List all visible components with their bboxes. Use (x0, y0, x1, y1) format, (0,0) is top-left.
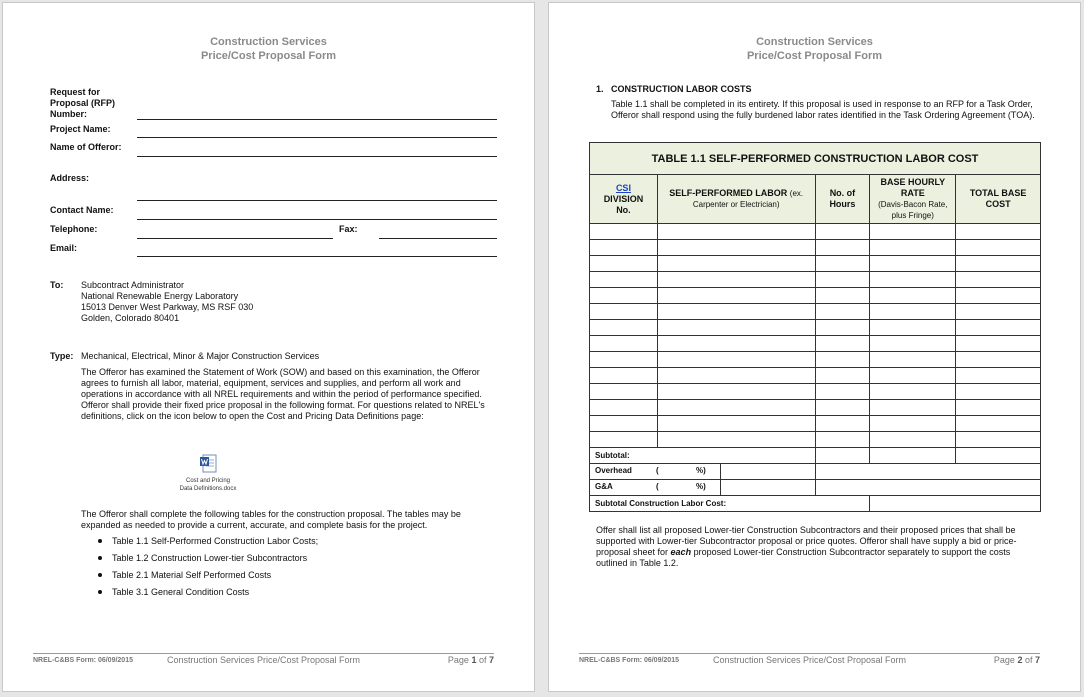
table-cell[interactable] (657, 400, 815, 416)
col-header-labor: SELF-PERFORMED LABOR (ex. Carpenter or Electrician) (657, 175, 815, 224)
to-line: Subcontract Administrator (81, 280, 185, 290)
table-cell[interactable] (657, 352, 815, 368)
overhead-cell: Overhead ( %) (590, 464, 816, 480)
table-cell[interactable] (657, 368, 815, 384)
table-row (590, 288, 1041, 304)
subcontractor-paragraph: Offer shall list all proposed Lower-tier Construction Subcontractors and their proposed prices that shall be supported with Lower-tier Subcontractor proposal or price quotes. Offeror shall have supply a bid or price-proposal sheet for each proposed Lower-tier Construction Subcontractor separately to support the costs outlined in Table 1.2. (596, 525, 1017, 568)
table-cell[interactable] (956, 448, 1041, 464)
table-cell[interactable] (870, 304, 956, 320)
overhead-label: Overhead (595, 466, 632, 475)
overhead-value[interactable] (815, 464, 1041, 480)
table-row (590, 336, 1041, 352)
table-cell[interactable] (815, 384, 870, 400)
table-row (590, 352, 1041, 368)
page-header (3, 35, 534, 63)
table-row (590, 416, 1041, 432)
to-label: To: (50, 280, 64, 290)
table-cell[interactable] (956, 384, 1041, 400)
icon-caption-line: Cost and Pricing (185, 478, 231, 484)
list-item: Table 1.2 Construction Lower-tier Subcontractors (98, 553, 318, 570)
header-line-1: Construction Services (756, 36, 873, 48)
tables-intro-paragraph: The Offeror shall complete the following tables for the construction proposal. The tables may be expanded as needed to provide a current, accurate, and complete basis for the project. (81, 509, 461, 530)
table-cell[interactable] (870, 240, 956, 256)
table-cell[interactable] (815, 272, 870, 288)
table-cell[interactable] (870, 320, 956, 336)
table-cell[interactable] (590, 336, 658, 352)
table-cell[interactable] (815, 336, 870, 352)
ga-value[interactable] (815, 480, 1041, 496)
table-cell[interactable] (590, 240, 658, 256)
table-cell[interactable] (870, 448, 956, 464)
table-cell[interactable] (657, 320, 815, 336)
table-cell[interactable] (657, 304, 815, 320)
table-cell[interactable] (956, 272, 1041, 288)
table-cell[interactable] (815, 432, 870, 448)
table-row (590, 224, 1041, 240)
table-cell[interactable] (870, 336, 956, 352)
table-cell[interactable] (590, 384, 658, 400)
table-cell[interactable] (657, 272, 815, 288)
project-name-label: Project Name: (50, 124, 111, 134)
col-header-total: TOTAL BASE COST (956, 175, 1041, 224)
table-cell[interactable] (956, 432, 1041, 448)
table-cell[interactable] (815, 320, 870, 336)
table-cell[interactable] (956, 256, 1041, 272)
table-row (590, 256, 1041, 272)
footer-form-date: NREL-C&BS Form: 06/09/2015 (579, 657, 679, 664)
footer-form-date: NREL-C&BS Form: 06/09/2015 (33, 657, 133, 664)
table-cell[interactable] (870, 272, 956, 288)
list-item: Table 2.1 Material Self Performed Costs (98, 570, 318, 587)
table-cell[interactable] (815, 304, 870, 320)
table-cell[interactable] (815, 224, 870, 240)
table-cell[interactable] (870, 256, 956, 272)
section-paragraph: Table 1.1 shall be completed in its entirety. If this proposal is used in response to an RFP for a Task Order, Offeror shall respond using the fully burdened labor rates identified in the Task Ordering Agreement (TOA). (611, 99, 1035, 120)
footer-title: Construction Services Price/Cost Proposal Form (712, 655, 907, 665)
table-cell[interactable] (956, 368, 1041, 384)
telephone-label: Telephone: (50, 224, 98, 234)
table-cell[interactable] (657, 288, 815, 304)
table-cell[interactable] (657, 256, 815, 272)
to-line: 15013 Denver West Parkway, MS RSF 030 (81, 302, 254, 312)
footer-title: Construction Services Price/Cost Proposal Form (166, 655, 361, 665)
ga-label: G&A (595, 482, 613, 491)
table-cell[interactable] (956, 416, 1041, 432)
icon-caption (169, 477, 247, 493)
tables-list (98, 536, 318, 604)
to-address (81, 280, 253, 324)
table-cell[interactable] (870, 432, 956, 448)
ga-cell: G&A ( %) (590, 480, 816, 496)
table-cell[interactable] (956, 352, 1041, 368)
table-cell[interactable] (590, 272, 658, 288)
table-cell[interactable] (590, 256, 658, 272)
table-cell[interactable] (657, 448, 815, 464)
section-title: CONSTRUCTION LABOR COSTS (611, 84, 752, 94)
fax-label: Fax: (339, 224, 358, 234)
table-cell[interactable] (815, 448, 870, 464)
table-row (590, 432, 1041, 448)
table-cell[interactable] (590, 352, 658, 368)
section-number: 1. (596, 84, 604, 94)
to-line: Golden, Colorado 80401 (81, 313, 180, 323)
list-item: Table 3.1 General Condition Costs (98, 587, 318, 604)
document-page-1 (2, 2, 535, 692)
telephone-field[interactable] (137, 238, 333, 239)
email-field[interactable] (137, 256, 497, 257)
col-header-hours: No. of Hours (815, 175, 870, 224)
header-line-1: Construction Services (210, 36, 327, 48)
header-line-2: Price/Cost Proposal Form (200, 50, 337, 62)
type-label: Type: (50, 351, 74, 361)
table-cell[interactable] (815, 288, 870, 304)
table-row (590, 304, 1041, 320)
table-cell[interactable] (956, 304, 1041, 320)
table-cell[interactable] (815, 416, 870, 432)
table-cell[interactable] (657, 224, 815, 240)
table-cell[interactable] (590, 432, 658, 448)
col-header-csi: CSI DIVISION No. (590, 175, 658, 224)
table-cell[interactable] (590, 368, 658, 384)
table-cell[interactable] (657, 416, 815, 432)
table-cell[interactable] (657, 432, 815, 448)
table-cell[interactable] (590, 320, 658, 336)
subtotal-labor-label: Subtotal Construction Labor Cost: (590, 496, 870, 512)
table-cell[interactable] (870, 288, 956, 304)
table-cell[interactable] (956, 288, 1041, 304)
to-line: National Renewable Energy Laboratory (81, 291, 239, 301)
labor-cost-table (589, 142, 1041, 512)
table-title: TABLE 1.1 SELF-PERFORMED CONSTRUCTION LABOR COST (590, 143, 1041, 175)
table-cell[interactable] (956, 240, 1041, 256)
subtotal-label: Subtotal: (590, 448, 658, 464)
list-item: Table 1.1 Self-Performed Construction Labor Costs; (98, 536, 318, 553)
header-line-2: Price/Cost Proposal Form (746, 50, 883, 62)
csi-link[interactable]: CSI (615, 182, 631, 193)
contact-name-field[interactable] (137, 219, 497, 220)
sow-paragraph: The Offeror has examined the Statement of Work (SOW) and based on this examination, the Offeror agrees to furnish all labor, material, equipment, services and supplies, and perform all work and operations in accordance with all NREL requirements and within the period of performance specified. Offeror shall provide their fixed price proposal in the following format. For questions related to NREL's definitions, click on the icon below to open the Cost and Pricing Data Definitions page: (81, 367, 485, 421)
table-cell[interactable] (590, 224, 658, 240)
table-cell[interactable] (956, 336, 1041, 352)
offeror-name-label: Name of Offeror: (50, 142, 122, 152)
page-footer (33, 653, 494, 668)
table-row (590, 400, 1041, 416)
table-cell[interactable] (590, 416, 658, 432)
table-cell[interactable] (870, 384, 956, 400)
footer-page-number: Page 2 of 7 (993, 655, 1040, 665)
document-page-2 (548, 2, 1081, 692)
table-cell[interactable] (956, 320, 1041, 336)
table-row (590, 240, 1041, 256)
word-document-icon[interactable] (200, 454, 218, 474)
table-row (590, 368, 1041, 384)
table-cell[interactable] (590, 288, 658, 304)
email-label: Email: (50, 243, 78, 253)
fax-field[interactable] (379, 238, 497, 239)
footer-page-number: Page 1 of 7 (447, 655, 494, 665)
table-cell[interactable] (870, 368, 956, 384)
address-field[interactable] (137, 200, 497, 201)
table-cell[interactable] (815, 368, 870, 384)
type-value: Mechanical, Electrical, Minor & Major Construction Services (81, 351, 320, 361)
table-cell[interactable] (870, 416, 956, 432)
col-header-rate: BASE HOURLY RATE (Davis-Bacon Rate, plus Fringe) (870, 175, 956, 224)
table-cell[interactable] (956, 224, 1041, 240)
table-cell[interactable] (815, 256, 870, 272)
table-cell[interactable] (657, 384, 815, 400)
table-row (590, 320, 1041, 336)
table-row (590, 384, 1041, 400)
table-cell[interactable] (590, 304, 658, 320)
rfp-field[interactable] (137, 119, 497, 120)
subtotal-labor-value[interactable] (870, 496, 1041, 512)
icon-caption-line: Data Definitions.docx (179, 486, 237, 492)
table-body (590, 224, 1041, 448)
table-row (590, 272, 1041, 288)
offeror-name-field[interactable] (137, 156, 497, 157)
address-label: Address: (50, 173, 90, 183)
table-cell[interactable] (815, 400, 870, 416)
table-cell[interactable] (870, 400, 956, 416)
table-cell[interactable] (815, 240, 870, 256)
project-name-field[interactable] (137, 137, 497, 138)
page-footer (579, 653, 1040, 668)
page-header (549, 35, 1080, 63)
rfp-label: Request for Proposal (RFP) Number: (50, 87, 116, 119)
table-cell[interactable] (657, 240, 815, 256)
table-cell[interactable] (590, 400, 658, 416)
table-cell[interactable] (870, 224, 956, 240)
table-cell[interactable] (870, 352, 956, 368)
table-cell[interactable] (657, 336, 815, 352)
table-cell[interactable] (815, 352, 870, 368)
table-cell[interactable] (956, 400, 1041, 416)
contact-name-label: Contact Name: (50, 205, 114, 215)
